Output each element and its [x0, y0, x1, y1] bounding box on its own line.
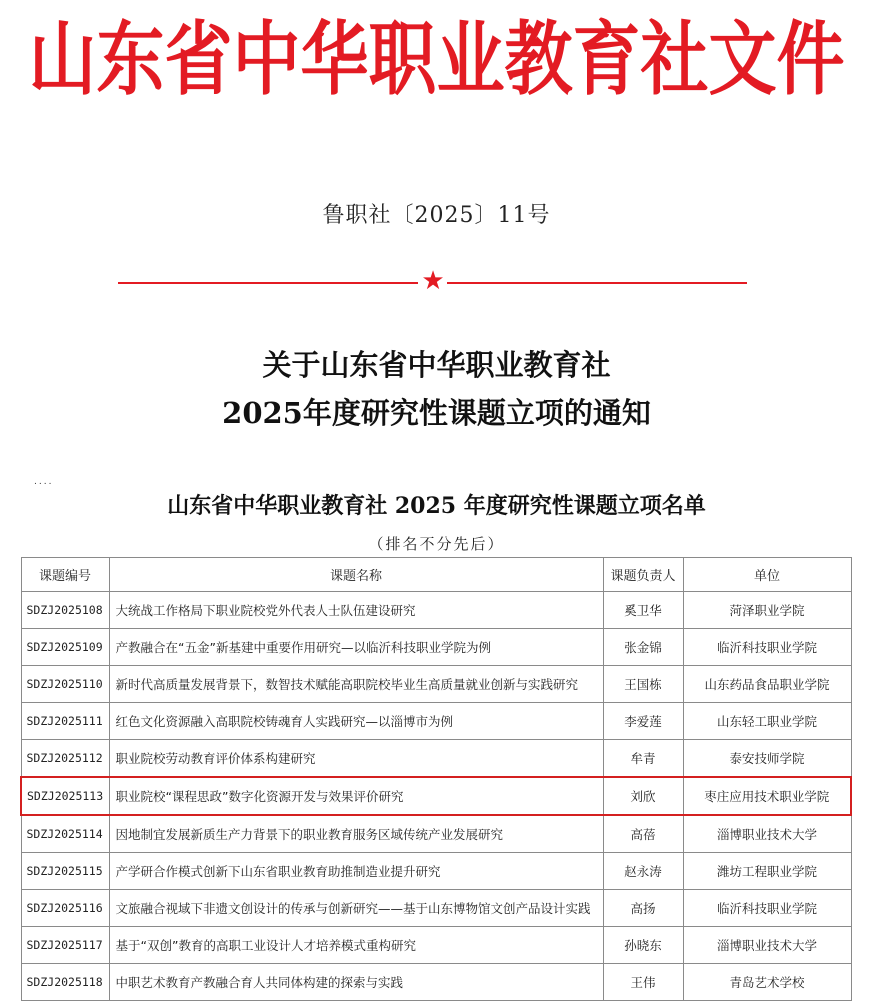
project-table: [20, 557, 852, 1001]
project-unit: 淄博职业技术大学: [683, 927, 851, 964]
project-unit: 山东药品食品职业学院: [683, 666, 851, 703]
project-unit: 枣庄应用技术职业学院: [683, 777, 851, 815]
project-code: SDZJ2025114: [21, 815, 109, 853]
project-leader: 王国栋: [603, 666, 683, 703]
project-leader: 王伟: [603, 964, 683, 1001]
project-leader: 刘欣: [603, 777, 683, 815]
project-unit: 山东轻工职业学院: [683, 703, 851, 740]
project-unit: 菏泽职业学院: [683, 592, 851, 629]
project-name: 基于“双创”教育的高职工业设计人才培养模式重构研究: [109, 927, 603, 964]
project-code: SDZJ2025113: [21, 777, 109, 815]
project-unit: 临沂科技职业学院: [683, 629, 851, 666]
masthead-title: 山东省中华职业教育社文件: [28, 13, 845, 108]
project-name: 大统战工作格局下职业院校党外代表人士队伍建设研究: [109, 592, 603, 629]
project-name: 因地制宜发展新质生产力背景下的职业教育服务区域传统产业发展研究: [109, 815, 603, 853]
project-name: 新时代高质量发展背景下，数智技术赋能高职院校毕业生高质量就业创新与实践研究: [109, 666, 603, 703]
project-unit: 潍坊工程职业学院: [683, 853, 851, 890]
project-name: 中职艺术教育产教融合育人共同体构建的探索与实践: [109, 964, 603, 1001]
project-name: 红色文化资源融入高职院校铸魂育人实践研究—以淄博市为例: [109, 703, 603, 740]
project-code: SDZJ2025116: [21, 890, 109, 927]
project-leader: 高蓓: [603, 815, 683, 853]
project-leader: 高扬: [603, 890, 683, 927]
column-header-name: 课题名称: [109, 558, 603, 592]
notice-title-line1: 关于山东省中华职业教育社: [262, 348, 611, 382]
project-unit: 泰安技师学院: [683, 740, 851, 778]
page-marker: ....: [34, 477, 54, 487]
star-icon: ★: [421, 266, 445, 296]
table-row: [21, 815, 851, 853]
project-code: SDZJ2025117: [21, 927, 109, 964]
project-code: SDZJ2025112: [21, 740, 109, 778]
project-code: SDZJ2025111: [21, 703, 109, 740]
table-row: [21, 853, 851, 890]
project-leader: 牟青: [603, 740, 683, 778]
project-unit: 淄博职业技术大学: [683, 815, 851, 853]
table-row: [21, 629, 851, 666]
project-leader: 赵永涛: [603, 853, 683, 890]
table-row: [21, 703, 851, 740]
project-leader: 李爱莲: [603, 703, 683, 740]
project-code: SDZJ2025118: [21, 964, 109, 1001]
table-row: [21, 740, 851, 778]
project-name: 产学研合作模式创新下山东省职业教育助推制造业提升研究: [109, 853, 603, 890]
document-number: 鲁职社〔2025〕11号: [322, 203, 551, 228]
column-header-leader: 课题负责人: [603, 558, 683, 592]
project-name: 职业院校“课程思政”数字化资源开发与效果评价研究: [109, 777, 603, 815]
project-name: 职业院校劳动教育评价体系构建研究: [109, 740, 603, 778]
table-row: [21, 927, 851, 964]
project-leader: 孙晓东: [603, 927, 683, 964]
project-name: 产教融合在“五金”新基建中重要作用研究—以临沂科技职业学院为例: [109, 629, 603, 666]
table-row-highlighted: [21, 777, 851, 815]
project-code: SDZJ2025108: [21, 592, 109, 629]
list-title: 山东省中华职业教育社 2025 年度研究性课题立项名单: [167, 493, 706, 519]
project-code: SDZJ2025109: [21, 629, 109, 666]
notice-title-line2: 2025年度研究性课题立项的通知: [222, 396, 651, 430]
project-name: 文旅融合视域下非遗文创设计的传承与创新研究——基于山东博物馆文创产品设计实践: [109, 890, 603, 927]
table-row: [21, 666, 851, 703]
table-header-row: [21, 558, 851, 592]
project-leader: 张金锦: [603, 629, 683, 666]
project-unit: 青岛艺术学校: [683, 964, 851, 1001]
red-divider-right: [447, 282, 747, 284]
project-leader: 奚卫华: [603, 592, 683, 629]
table-row: [21, 890, 851, 927]
project-unit: 临沂科技职业学院: [683, 890, 851, 927]
table-row: [21, 964, 851, 1001]
column-header-code: 课题编号: [21, 558, 109, 592]
table-row: [21, 592, 851, 629]
project-code: SDZJ2025115: [21, 853, 109, 890]
list-subtitle: （排名不分先后）: [368, 535, 505, 553]
project-code: SDZJ2025110: [21, 666, 109, 703]
red-divider-left: [118, 282, 418, 284]
column-header-unit: 单位: [683, 558, 851, 592]
